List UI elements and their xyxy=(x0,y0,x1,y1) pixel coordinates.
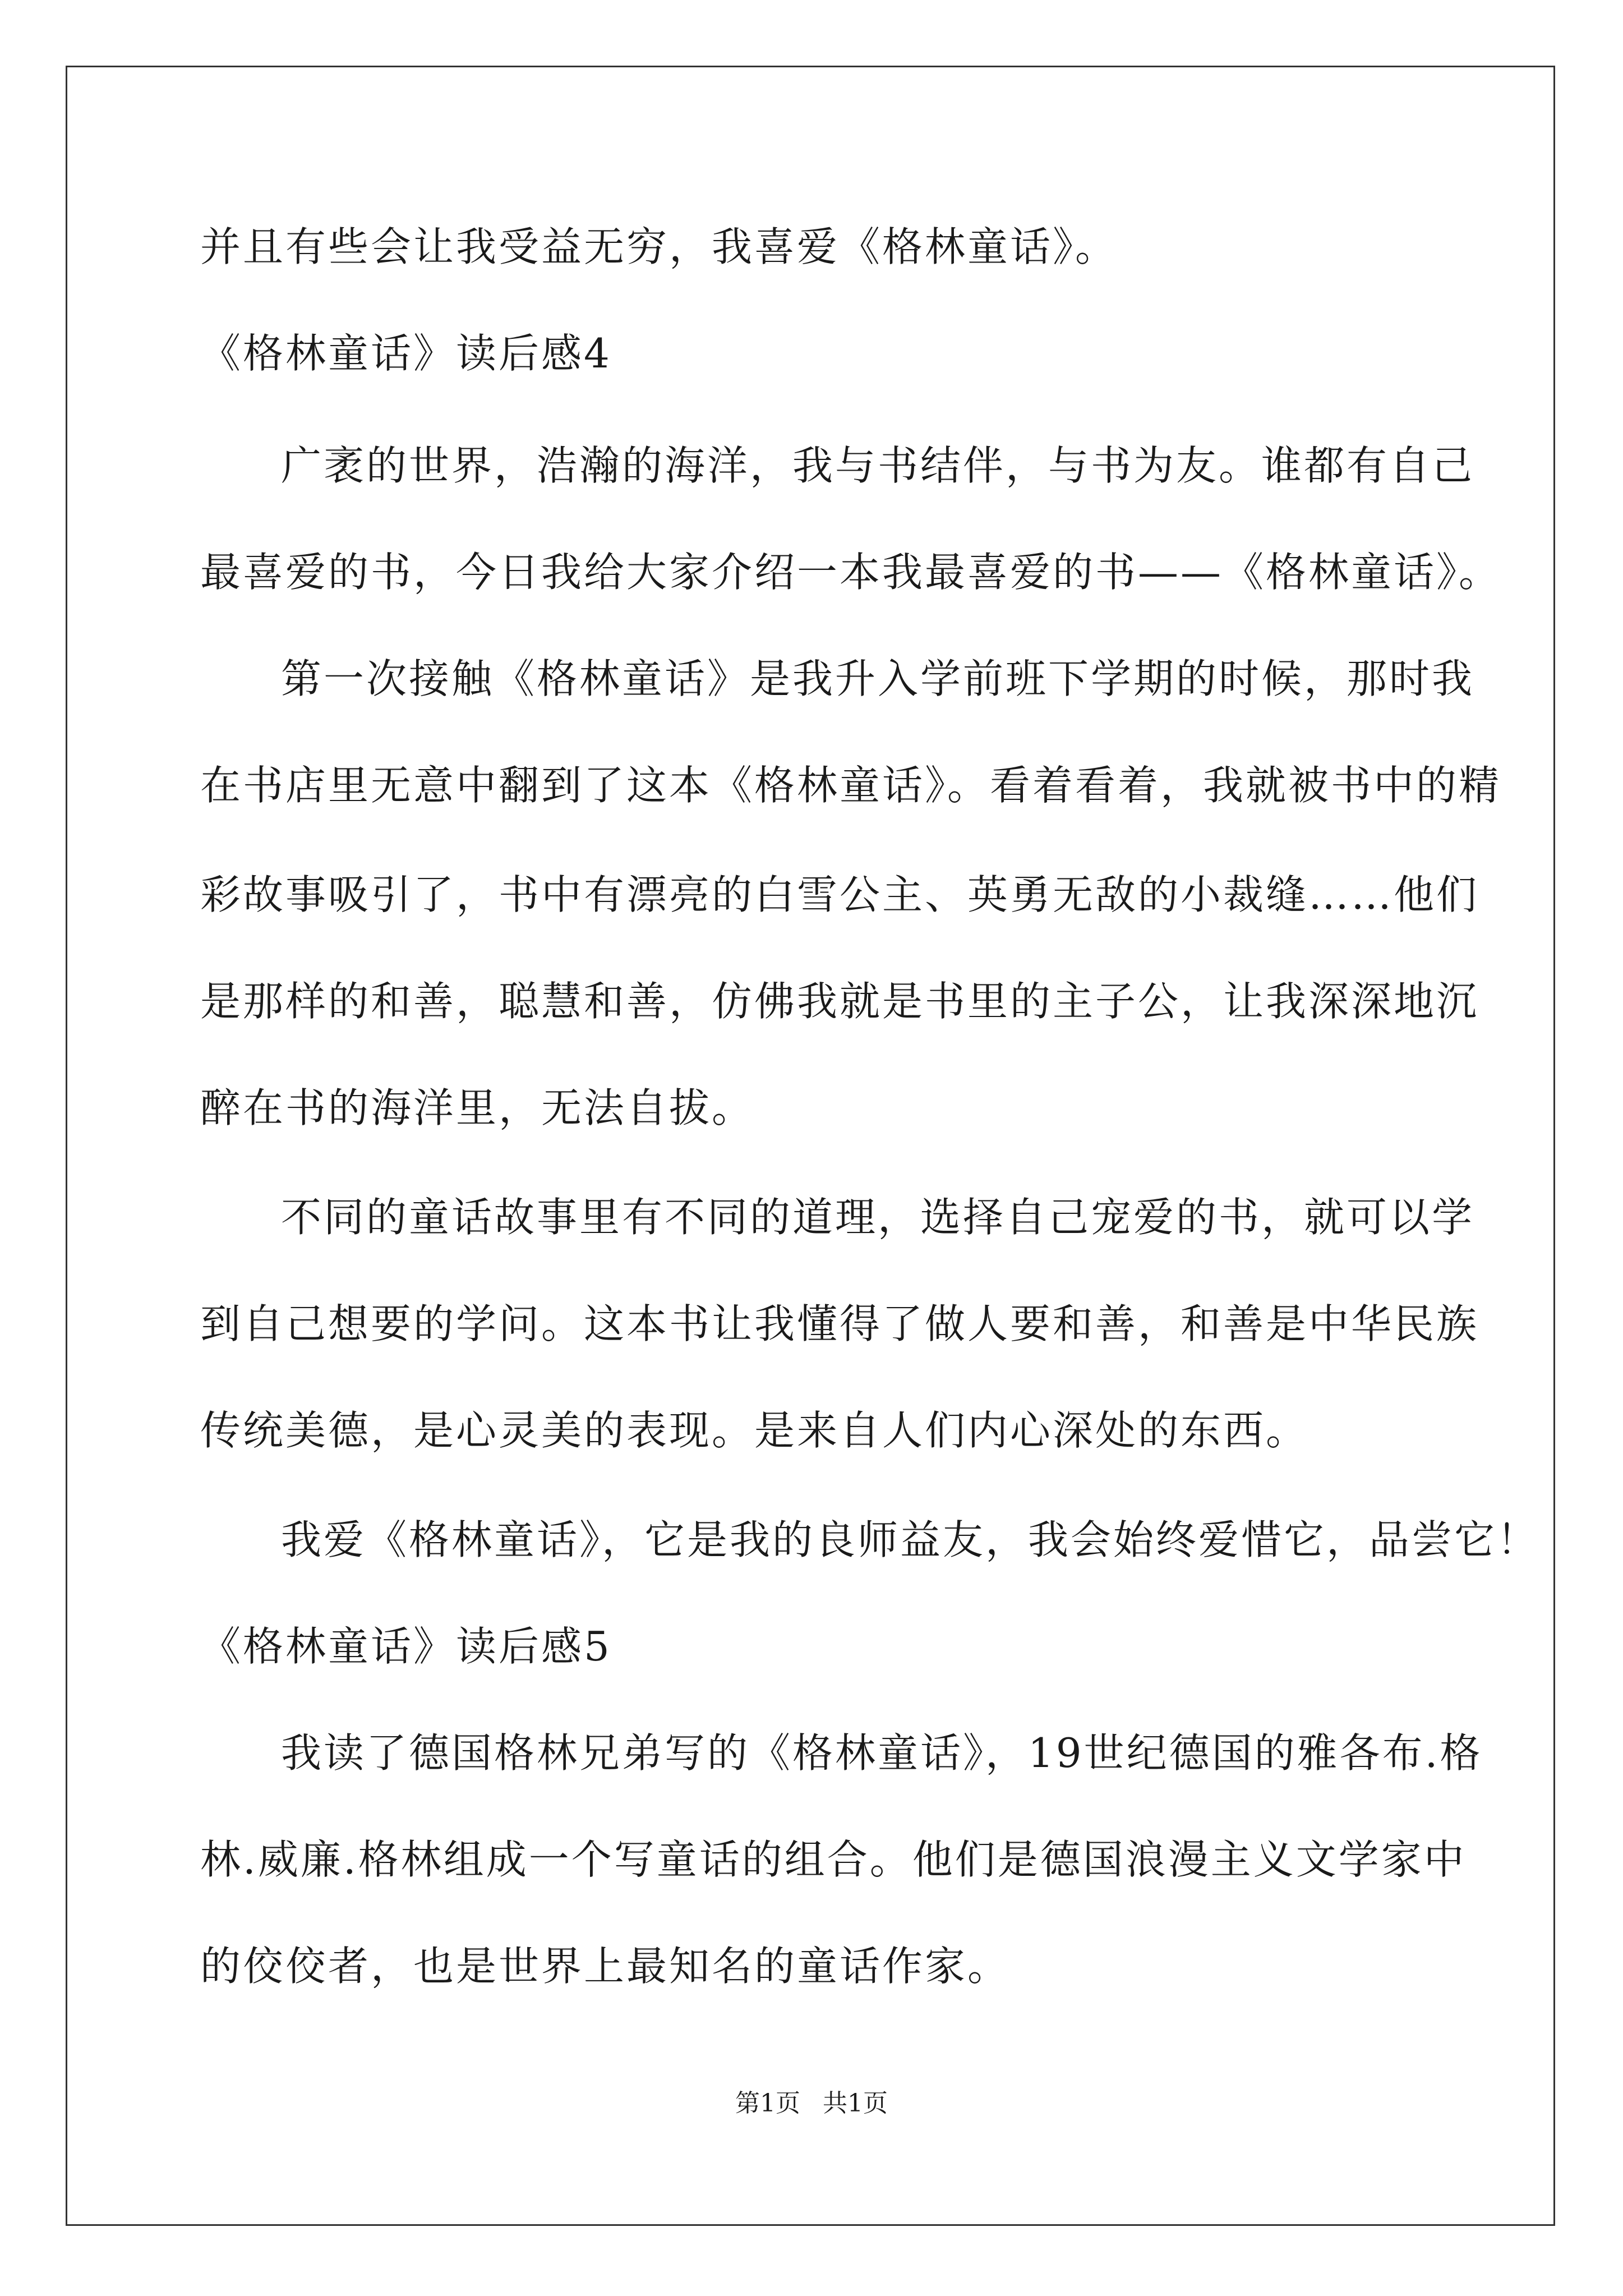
section-heading: 《格林童话》读后感4 xyxy=(200,330,612,377)
paragraph-line: 传统美德，是心灵美的表现。是来自人们内心深处的东西。 xyxy=(200,1407,1309,1454)
paragraph-line: 并且有些会让我受益无穷，我喜爱《格林童话》。 xyxy=(200,223,1118,270)
section-heading: 《格林童话》读后感5 xyxy=(200,1623,612,1670)
page-number: 第1页 xyxy=(735,2089,800,2118)
paragraph-line: 广袤的世界，浩瀚的海洋，我与书结伴，与书为友。谁都有自己 xyxy=(281,442,1475,489)
page-footer xyxy=(0,2087,1623,2120)
paragraph-line: 彩故事吸引了，书中有漂亮的白雪公主、英勇无敌的小裁缝……他们 xyxy=(200,871,1479,918)
paragraph-line: 林.威廉.格林组成一个写童话的组合。他们是德国浪漫主义文学家中 xyxy=(200,1836,1467,1883)
page-total: 共1页 xyxy=(823,2089,888,2118)
paragraph-line: 不同的童话故事里有不同的道理，选择自己宠爱的书，就可以学 xyxy=(281,1194,1475,1241)
page-border xyxy=(66,66,1555,2226)
paragraph-line: 我爱《格林童话》，它是我的良师益友，我会始终爱惜它，品尝它！ xyxy=(281,1516,1540,1563)
paragraph-line: 的佼佼者，也是世界上最知名的童话作家。 xyxy=(200,1943,1011,1990)
paragraph-line: 第一次接触《格林童话》是我升入学前班下学期的时候，那时我 xyxy=(281,655,1475,702)
paragraph-line: 是那样的和善，聪慧和善，仿佛我就是书里的主子公，让我深深地沉 xyxy=(200,978,1479,1025)
paragraph-line: 在书店里无意中翻到了这本《格林童话》。看着看着，我就被书中的精 xyxy=(200,762,1502,809)
paragraph-line: 最喜爱的书，今日我给大家介绍一本我最喜爱的书——《格林童话》。 xyxy=(200,549,1502,596)
paragraph-line: 醉在书的海洋里，无法自拔。 xyxy=(200,1084,755,1131)
paragraph-line: 到自己想要的学问。这本书让我懂得了做人要和善，和善是中华民族 xyxy=(200,1300,1479,1347)
paragraph-line: 我读了德国格林兄弟写的《格林童话》，19世纪德国的雅各布.格 xyxy=(281,1729,1483,1777)
